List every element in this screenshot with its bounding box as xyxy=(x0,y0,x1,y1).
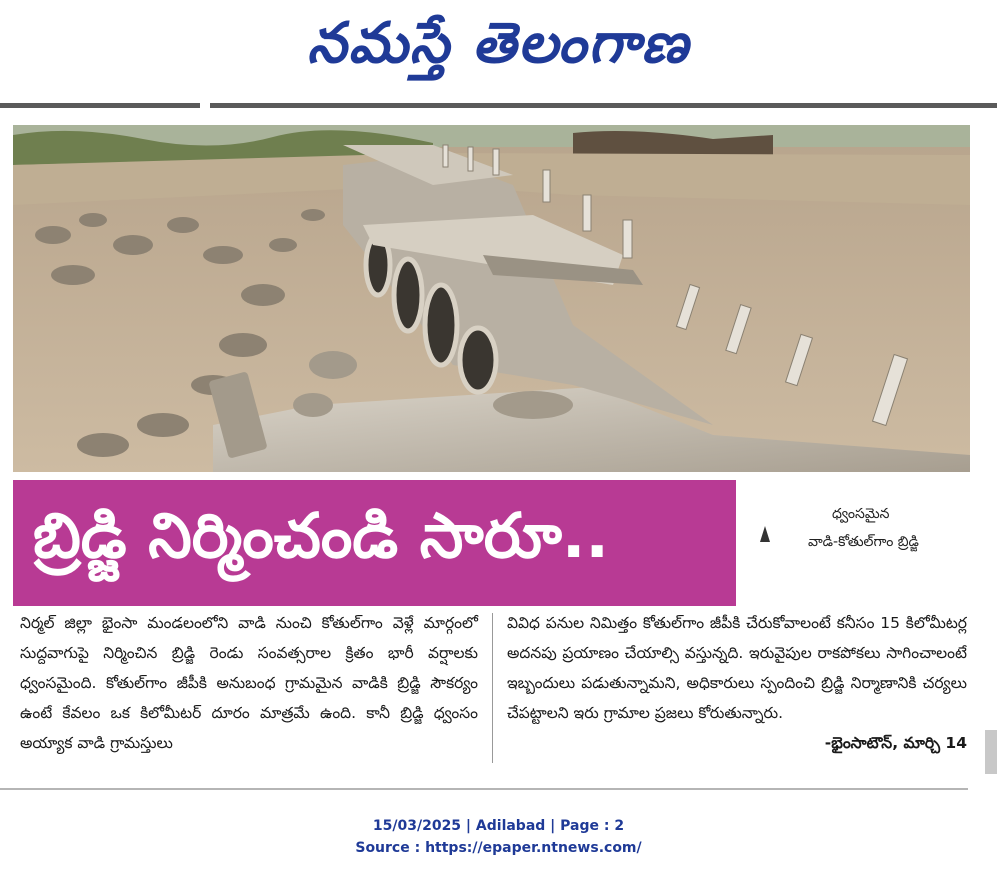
caption-line-2: వాడి-కోతుల్‌గాం బ్రిడ్జి xyxy=(808,534,919,550)
footer-source-link[interactable]: Source : https://epaper.ntnews.com/ xyxy=(355,840,642,856)
caption-line-1: ధ్వంసమైన xyxy=(832,506,890,522)
article-column-2 xyxy=(507,608,967,758)
page-edge-mark xyxy=(985,730,997,774)
masthead xyxy=(0,0,997,100)
photo-caption xyxy=(752,506,982,566)
footer-edition-info: 15/03/2025 | Adilabad | Page : 2 xyxy=(372,818,625,834)
headline: బ్రిడ్జి నిర్మించండి సారూ.. xyxy=(33,499,609,572)
headline-banner xyxy=(13,480,736,606)
dateline: -భైంసాటౌన్, మార్చి 14 xyxy=(824,734,967,752)
news-photo xyxy=(13,125,970,472)
column-divider xyxy=(492,613,493,763)
top-rule xyxy=(0,103,997,108)
newspaper-title: నమస్తే తెలంగాణ xyxy=(307,10,690,76)
bottom-rule xyxy=(0,788,968,790)
article-text-2: వివిధ పనుల నిమిత్తం కోతుల్‌గాం జీపీకి చేరుకోవాలంటే కనీసం 15 కిలోమీటర్ల అదనపు ప్రయాణం చేయాల్సి వస్తున్నది. ఇరువైపుల రాకపోకలు సాగించాలంటే ఇబ్బందులు పడుతున్నామని, అధికారులు స్పందించి బ్రిడ్జి నిర్మాణానికి చర్యలు చేపట్టాలని ఇరు గ్రామాల ప్రజలు కోరుతున్నారు. xyxy=(507,614,967,722)
article-column-1 xyxy=(20,608,478,758)
footer xyxy=(0,815,997,859)
article-text-1: నిర్మల్ జిల్లా భైంసా మండలంలోని వాడి నుంచి కోతుల్‌గాం వెళ్లే మార్గంలో సుద్దవాగుపై నిర్మించిన బ్రిడ్జి రెండు సంవత్సరాల క్రితం భారీ వర్షాలకు ధ్వంసమైంది. కోతుల్‌గాం జీపీకి అనుబంధ గ్రామమైన వాడికి బ్రిడ్జి సౌకర్యం ఉంటే కేవలం ఒక కిలోమీటర్ దూరం మాత్రమే ఉంది. కానీ బ్రిడ్జి ధ్వంసం అయ్యాక వాడి గ్రామస్తులు xyxy=(20,614,478,752)
caption-pointer-icon xyxy=(760,526,770,542)
